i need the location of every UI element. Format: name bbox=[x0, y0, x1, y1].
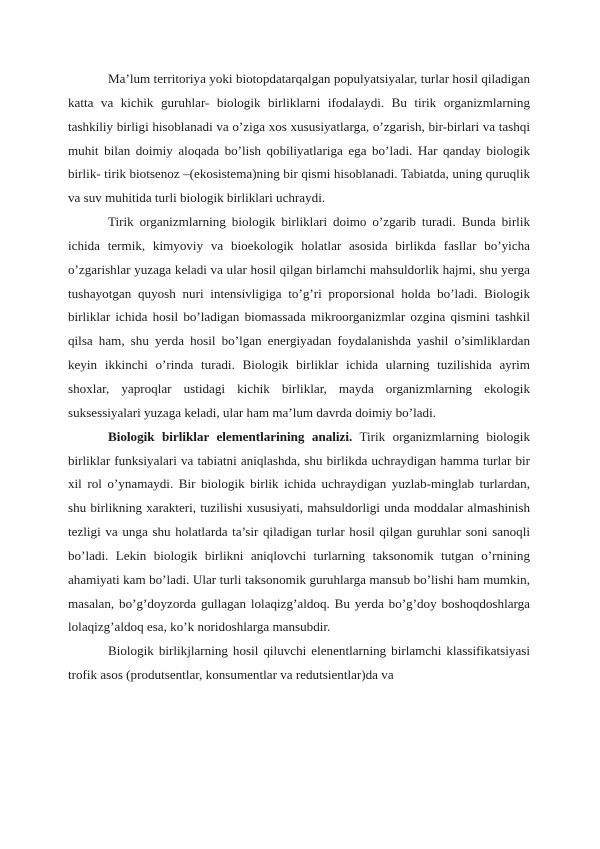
document-body bbox=[68, 67, 530, 687]
paragraph-2-text: Tirik organizmlarning biologik birliklari doimo o’zgarib turadi. Bunda birlik ichida termik, kimyoviy va bioekologik holatlar asosida birlikda fasllar bo’yicha o’zgarishlar yuzaga keladi va ular hosil qilgan birlamchi mahsuldorlik hajmi, shu yerga tushayotgan quyosh nuri intensivligiga to’g’ri proporsional holda bo’ladi. Biologik birliklar ichida hosil bo’ladigan biomassada mikroorganizmlar ozgina qismini tashkil qilsa ham, shu yerda hosil bo’lgan energiyadan foydalanishda yashil o’simliklardan keyin ikkinchi o’rinda turadi. Biologik birliklar ichida ularning tuzilishida ayrim shoxlar, yaproqlar ustidagi kichik birliklar, mayda organizmlarning ekologik suksessiyalari yuzaga keladi, ular ham ma’lum davrda doimiy bo’ladi. bbox=[68, 214, 530, 420]
paragraph-3 bbox=[68, 425, 530, 640]
paragraph-1-text: Ma’lum territoriya yoki biotopdatarqalgan populyatsiyalar, turlar hosil qiladigan katta va kichik guruhlar- biologik birliklarni ifodalaydi. Bu tirik organizmlarning tashkiliy birligi hisoblanadi va o’ziga xos xususiyatlarga, o’zgarish, bir-birlari va tashqi muhit bilan doimiy aloqada bo’lish qobiliyatlariga ega bo’ladi. Har qanday biologik birlik- tirik biotsenoz –(ekosistema)ning bir qismi hisoblanadi. Tabiatda, uning quruqlik va suv muhitida turli biologik birliklari uchraydi. bbox=[68, 71, 530, 206]
paragraph-1 bbox=[68, 67, 530, 210]
paragraph-4 bbox=[68, 639, 530, 687]
paragraph-3-text: Tirik organizmlarning biologik birliklar funksiyalari va tabiatni aniqlashda, shu birlikda uchraydigan hamma turlar bir xil rol o’ynamaydi. Bir biologik birlik ichida uchraydigan yuzlab-minglab turlardan, shu birlikning xarakteri, tuzilishi xususiyati, mahsuldorligi unda moddalar almashinish tezligi va unga shu holatlarda ta’sir qiladigan turlar hosil qilgan guruhlar soni sanoqli bo’ladi. Lekin biologik birlikni aniqlovchi turlarning taksonomik tutgan o’rnining ahamiyati kam bo’ladi. Ular turli taksonomik guruhlarga mansub bo’lishi ham mumkin, masalan, bo’g’doyzorda gullagan lolaqizg’aldoq. Bu yerda bo’g’doy boshoqdoshlarga lolaqizg’aldoq esa, ko’k noridoshlarga mansubdir. bbox=[68, 428, 530, 635]
paragraph-2 bbox=[68, 210, 530, 425]
paragraph-4-text: Biologik birlikjlarning hosil qiluvchi elenentlarning birlamchi klassifikatsiyasi trofik asos (produtsentlar, konsumentlar va redutsientlar)da va bbox=[68, 643, 530, 683]
section-heading: Biologik birliklar elementlarining analizi. bbox=[108, 428, 353, 444]
